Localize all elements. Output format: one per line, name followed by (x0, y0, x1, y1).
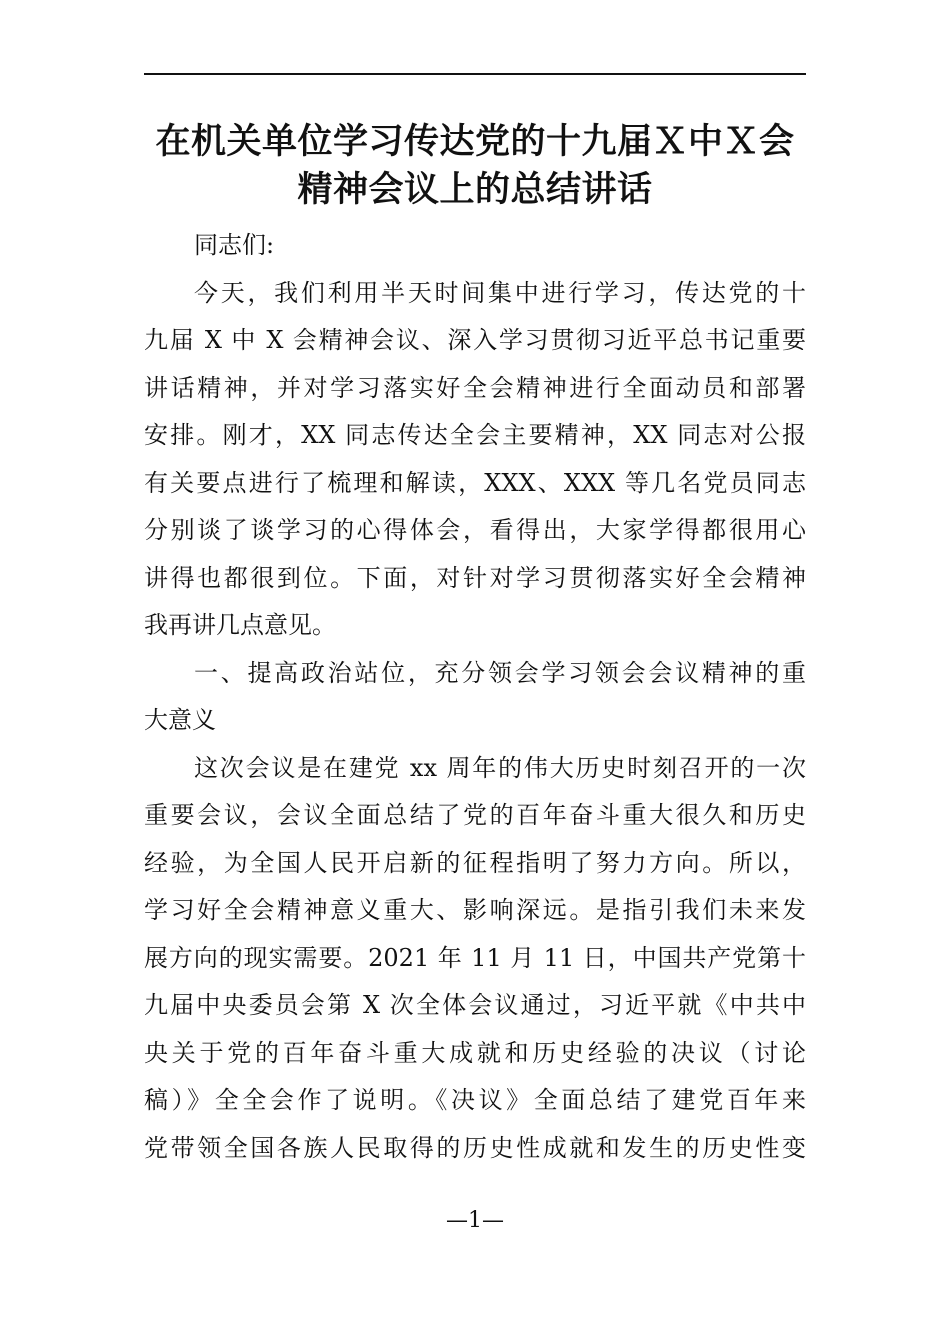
paragraph-line: 九届 X 中 X 会精神会议、深入学习贯彻习近平总书记重要 (144, 326, 806, 354)
paragraph-line: 同志们: (194, 231, 275, 259)
paragraph-line: 展方向的现实需要。2021 年 11 月 11 日，中国共产党第十 (144, 943, 806, 972)
body-paragraph (144, 745, 806, 1173)
intro-paragraph (144, 270, 806, 650)
document-body (144, 222, 806, 1172)
section-heading-line: 一、提高政治站位，充分领会学习领会会议精神的重 (194, 658, 806, 687)
paragraph-line: 分别谈了谈学习的心得体会，看得出，大家学得都很用心 (144, 516, 806, 544)
paragraph-line: 这次会议是在建党 xx 周年的伟大历史时刻召开的一次 (194, 753, 806, 782)
paragraph-line: 经验，为全国人民开启新的征程指明了努力方向。所以， (144, 848, 806, 877)
paragraph-line: 有关要点进行了梳理和解读，XXX、XXX 等几名党员同志 (144, 468, 806, 497)
paragraph-line: 九届中央委员会第 X 次全体会议通过，习近平就《中共中 (144, 991, 806, 1019)
section-heading-paragraph (144, 650, 806, 745)
paragraph-line: 安排。刚才，XX 同志传达全会主要精神，XX 同志对公报 (144, 421, 806, 449)
page-number: —1— (446, 1208, 504, 1233)
paragraph-line: 重要会议，会议全面总结了党的百年奋斗重大很久和历史 (144, 801, 806, 829)
page-title (130, 118, 820, 214)
section-heading-line: 大意义 (144, 706, 216, 734)
paragraph-line: 我再讲几点意见。 (144, 611, 336, 639)
paragraph-line: 党带领全国各族人民取得的历史性成就和发生的历史性变 (144, 1133, 806, 1162)
paragraph-line: 今天，我们利用半天时间集中进行学习，传达党的十 (194, 278, 806, 307)
paragraph-line: 稿）》全全会作了说明。《决议》全面总结了建党百年来 (144, 1086, 806, 1114)
paragraph-line: 讲得也都很到位。下面，对针对学习贯彻落实好全会精神 (144, 563, 806, 592)
salutation-paragraph (144, 222, 806, 270)
header-rule (144, 73, 806, 75)
paragraph-line: 央关于党的百年奋斗重大成就和历史经验的决议（讨论 (144, 1038, 806, 1067)
paragraph-line: 学习好全会精神意义重大、影响深远。是指引我们未来发 (144, 896, 806, 924)
paragraph-line: 讲话精神，并对学习落实好全会精神进行全面动员和部署 (144, 373, 806, 402)
title-line: 在机关单位学习传达党的十九届Ｘ中Ｘ会 (155, 122, 795, 162)
title-line: 精神会议上的总结讲话 (297, 170, 653, 210)
